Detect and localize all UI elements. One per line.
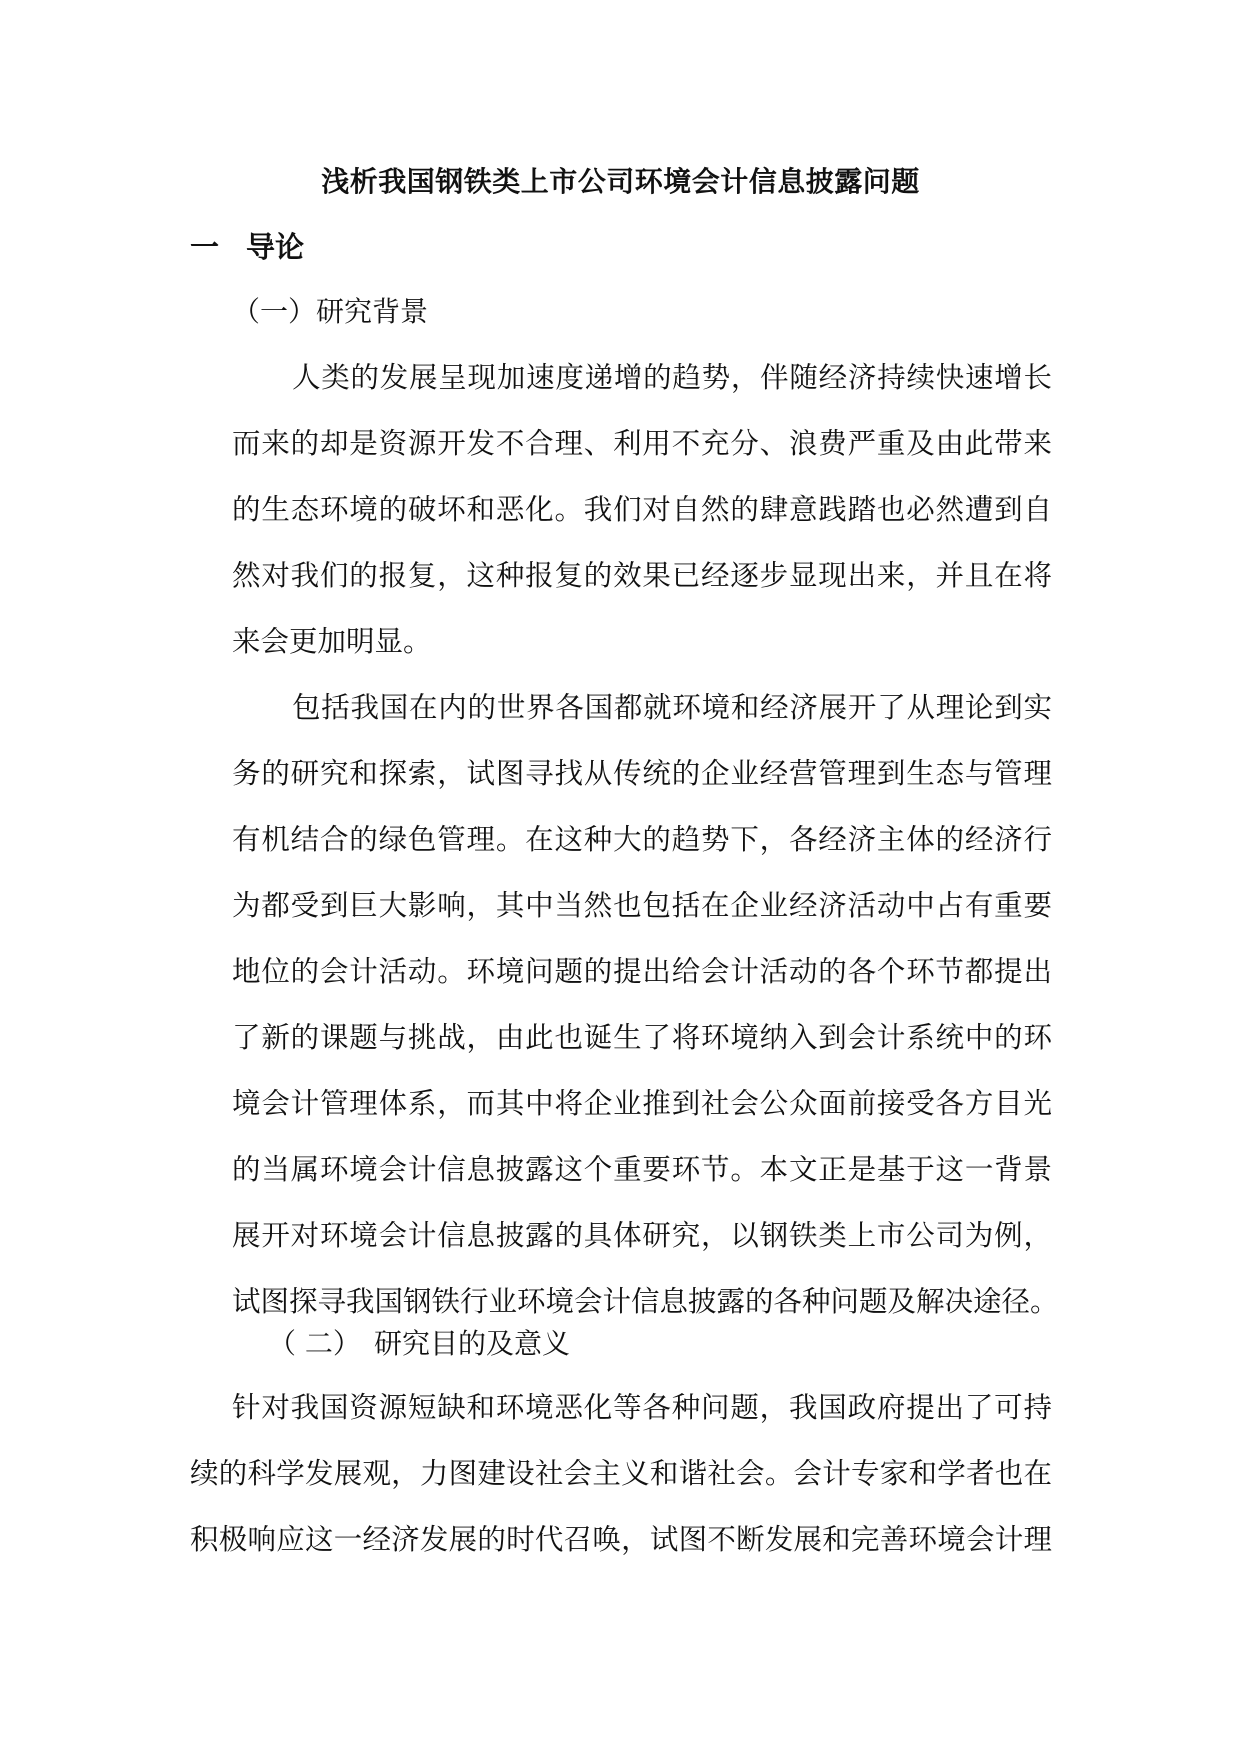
paragraph-line: 积极响应这一经济发展的时代召唤，试图不断发展和完善环境会计理	[190, 1523, 1052, 1556]
subsection-heading-background: （一）研究背景	[232, 295, 429, 328]
subsection-heading-purpose	[268, 1322, 570, 1366]
subsection-number: （ 二）	[268, 1327, 361, 1360]
paragraph-line: 而来的却是资源开发不合理、利用不充分、浪费严重及由此带来	[232, 427, 1052, 460]
paragraph-line: 务的研究和探索，试图寻找从传统的企业经营管理到生态与管理	[232, 757, 1052, 790]
paragraph-line: 包括我国在内的世界各国都就环境和经济展开了从理论到实	[292, 691, 1052, 724]
paragraph-line: 的生态环境的破坏和恶化。我们对自然的肆意践踏也必然遭到自	[232, 493, 1052, 526]
section-title: 导论	[246, 230, 305, 264]
paragraph-background-1	[232, 345, 1052, 675]
paragraph-line: 为都受到巨大影响，其中当然也包括在企业经济活动中占有重要	[232, 889, 1052, 922]
paragraph-line: 有机结合的绿色管理。在这种大的趋势下，各经济主体的经济行	[232, 823, 1052, 856]
paragraph-line: 展开对环境会计信息披露的具体研究，以钢铁类上市公司为例，	[232, 1219, 1052, 1252]
paragraph-line: 了新的课题与挑战，由此也诞生了将环境纳入到会计系统中的环	[232, 1021, 1052, 1054]
section-number: 一	[190, 230, 220, 264]
section-heading-introduction	[190, 225, 304, 269]
paragraph-line: 来会更加明显。	[232, 625, 432, 658]
paragraph-line: 然对我们的报复，这种报复的效果已经逐步显现出来，并且在将	[232, 559, 1052, 592]
paragraph-line: 试图探寻我国钢铁行业环境会计信息披露的各种问题及解决途径。	[232, 1285, 1059, 1318]
paragraph-line: 续的科学发展观，力图建设社会主义和谐社会。会计专家和学者也在	[190, 1457, 1052, 1490]
paragraph-line: 地位的会计活动。环境问题的提出给会计活动的各个环节都提出	[232, 955, 1052, 988]
paragraph-line: 的当属环境会计信息披露这个重要环节。本文正是基于这一背景	[232, 1153, 1052, 1186]
paragraph-line: 境会计管理体系，而其中将企业推到社会公众面前接受各方目光	[232, 1087, 1052, 1120]
subsection-title: 研究目的及意义	[374, 1327, 571, 1360]
paragraph-purpose-1	[190, 1375, 1052, 1573]
paragraph-line: 人类的发展呈现加速度递增的趋势，伴随经济持续快速增长	[292, 361, 1052, 394]
paragraph-background-2	[232, 675, 1059, 1335]
paragraph-line: 针对我国资源短缺和环境恶化等各种问题，我国政府提出了可持	[232, 1391, 1052, 1424]
document-title: 浅析我国钢铁类上市公司环境会计信息披露问题	[321, 165, 920, 198]
